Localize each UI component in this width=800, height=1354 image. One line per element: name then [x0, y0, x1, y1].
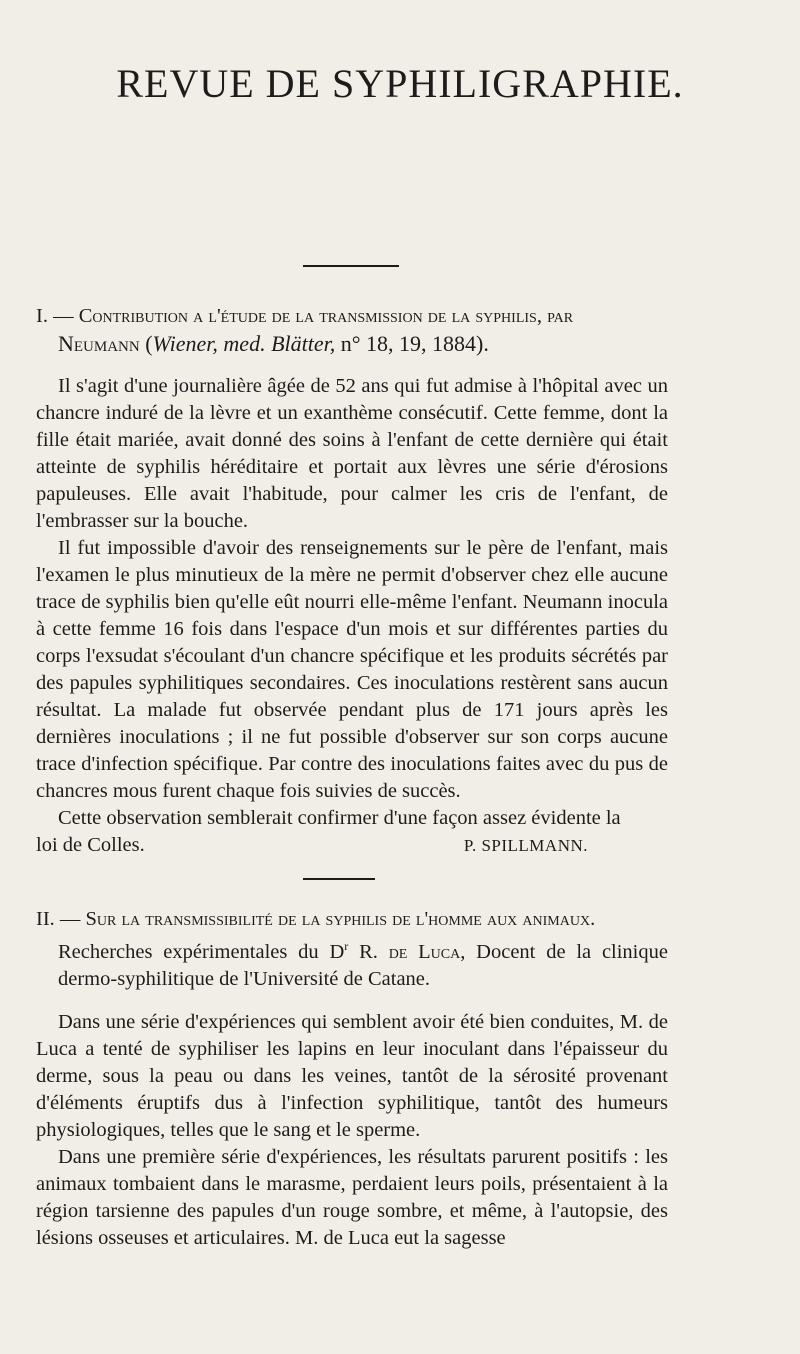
article-2-heading — [36, 906, 668, 933]
article-1-signature: P. SPILLMANN. — [463, 836, 588, 855]
article-2-paragraph: Dans une série d'expériences qui semblent avoir été bien conduites, M. de Luca a tenté de syphiliser les lapins en leur inoculant dans l'épaisseur du derme, sous la peau ou dans les veines, tantôt de la sérosité provenant d'éléments éruptifs dus à l'infection syphilitique, tantôt des humeurs physiologiques, telles que le sang et le sperme. — [36, 1010, 668, 1141]
article-2 — [36, 906, 668, 1252]
article-1-paragraph: Il fut impossible d'avoir des renseignements sur le père de l'enfant, mais l'examen le plus minutieux de la mère ne permit d'observer chez elle aucune trace de syphilis bien qu'elle eût nourri elle-même l'enfant. Neumann inocula à cette femme 16 fois dans l'espace d'un mois et sur différentes parties du corps l'exsudat s'écoulant d'un chancre spécifique et les produits sécrétés par des papules syphilitiques secondaires. Ces inoculations restèrent sans aucun résultat. La malade fut observée pendant plus de 171 jours après les dernières inoculations ; il ne fut possible d'observer sur son corps aucune trace d'infection spécifique. Par contre des inoculations faites avec du pus de chancres mous furent chaque fois suivies de succès. — [36, 537, 668, 802]
article-2-number: II. — [36, 908, 55, 930]
article-1-title: — Contribution a l'étude de la transmission de la syphilis, par — [53, 305, 574, 327]
article-1-author: Neumann — [58, 331, 140, 356]
article-1 — [36, 303, 668, 859]
title-rule — [303, 265, 399, 267]
article-1-number: I. — [36, 305, 48, 327]
article-1-journal: Wiener, med. Blätter, — [152, 331, 336, 356]
article-1-last-line: loi de Colles. — [36, 834, 145, 856]
article-1-heading — [36, 303, 668, 330]
article-2-title: — Sur la transmissibilité de la syphilis de l'homme aux animaux. — [59, 908, 596, 930]
article-2-subtitle: Recherches expérimentales du $D^r$ R. de Luca, Docent de la clinique dermo-syphilitique de l'Université de Catane. — [58, 939, 668, 990]
article-1-source: Neumann (Wiener, med. Blätter, n° 18, 19, 1884). — [58, 331, 489, 356]
section-rule — [303, 878, 375, 880]
article-2-paragraph: Dans une première série d'expériences, les résultats parurent positifs : les animaux tombaient dans le marasme, perdaient leurs poils, présentaient à la région tarsienne des papules d'un rouge sombre, et même, à l'autopsie, des lésions osseuses et articulaires. M. de Luca eut la sagesse — [36, 1145, 668, 1249]
article-2-author: R. de Luca, — [348, 940, 466, 963]
article-1-closing — [36, 832, 668, 859]
running-title: REVUE DE SYPHILIGRAPHIE. — [116, 61, 684, 106]
article-1-paragraph: Il s'agit d'une journalière âgée de 52 ans qui fut admise à l'hôpital avec un chancre induré de la lèvre et un exanthème consécutif. Cette femme, dont la fille était mariée, avait donné des soins à l'enfant de cette dernière qui était atteinte de syphilis héréditaire et portait aux lèvres une série d'érosions papuleuses. Elle avait l'habitude, pour calmer les cris de l'enfant, de l'embrasser sur la bouche. — [36, 375, 668, 532]
article-1-issue: n° 18, 19, 1884). — [335, 331, 489, 356]
article-1-paragraph: Cette observation semblerait confirmer d'une façon assez évidente la — [58, 807, 621, 829]
